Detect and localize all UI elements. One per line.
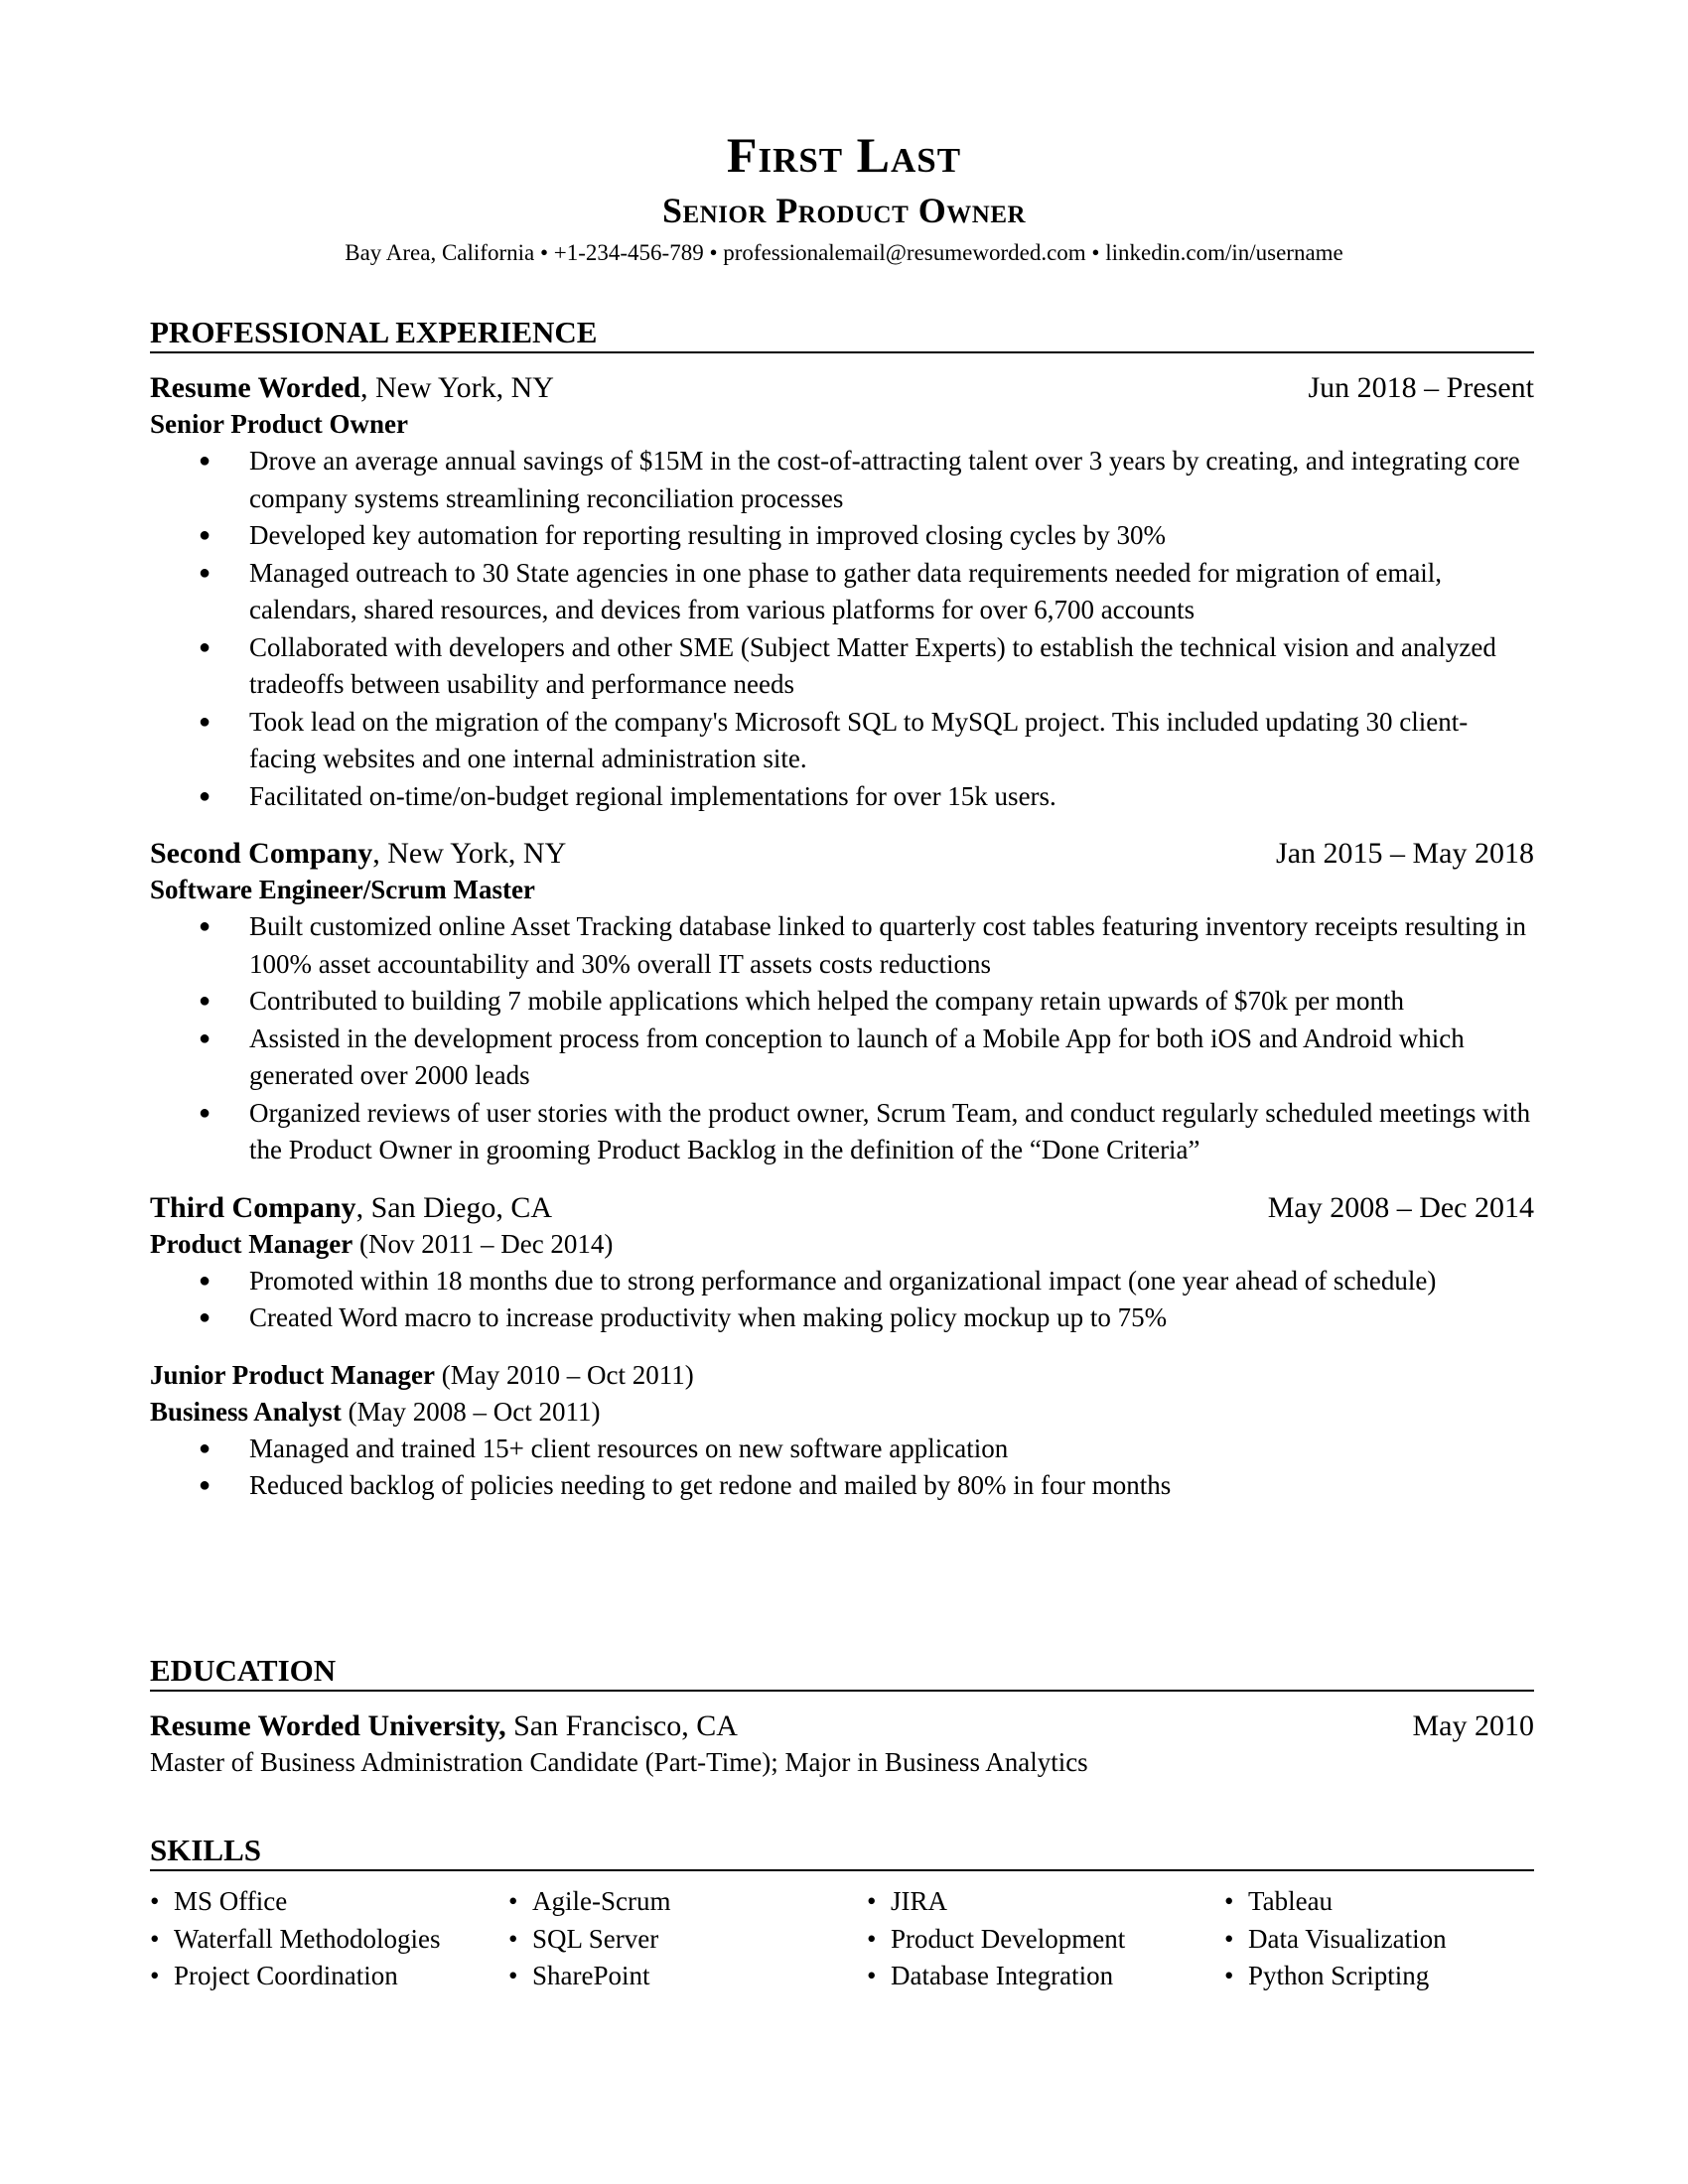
bullet-item: ● Managed outreach to 30 State agencies in one phase to gather data requirements needed for migration of email, calendars, shared resources, and devices from various platforms for over 6,700 accounts — [150, 555, 1534, 629]
job-header — [150, 835, 1534, 872]
job-entry — [150, 1189, 1534, 1505]
role-dates: (May 2010 – Oct 2011) — [435, 1359, 694, 1390]
section-heading-education: EDUCATION — [150, 1652, 1534, 1692]
job-role — [150, 1394, 1534, 1431]
skills-column — [150, 1883, 508, 1995]
bullet-item: ● Created Word macro to increase productivity when making policy mockup up to 75% — [150, 1299, 1534, 1337]
bullet-item: ● Facilitated on-time/on-budget regional implementations for over 15k users. — [150, 778, 1534, 816]
education-degree: Master of Business Administration Candidate (Part-Time); Major in Business Analytics — [150, 1747, 1088, 1777]
candidate-name: First Last — [726, 127, 962, 183]
section-heading-experience: PROFESSIONAL EXPERIENCE — [150, 314, 1534, 353]
role-dates: (May 2008 – Oct 2011) — [341, 1396, 601, 1427]
company-name: Resume Worded — [150, 371, 360, 404]
role-dates: (Nov 2011 – Dec 2014) — [352, 1228, 614, 1259]
contact-line: Bay Area, California • +1-234-456-789 • professionalemail@resumeworded.com • linkedin.com/in/username — [345, 240, 1343, 265]
bullet-item: ● Assisted in the development process from conception to launch of a Mobile App for both iOS and Android which generated over 2000 leads — [150, 1021, 1534, 1095]
job-dates: Jan 2015 – May 2018 — [1276, 837, 1534, 870]
bullet-item: ● Promoted within 18 months due to strong performance and organizational impact (one year ahead of schedule) — [150, 1263, 1534, 1300]
job-bullets — [150, 1263, 1534, 1337]
section-heading-skills: SKILLS — [150, 1832, 1534, 1871]
job-bullets — [150, 1431, 1534, 1505]
job-header — [150, 1189, 1534, 1226]
skills-grid — [150, 1883, 1534, 1995]
bullet-item: ● Managed and trained 15+ client resources on new software application — [150, 1431, 1534, 1468]
skill-item: • Waterfall Methodologies — [150, 1921, 508, 1959]
skill-item: • Project Coordination — [150, 1958, 508, 1995]
skill-item: • JIRA — [867, 1883, 1224, 1921]
skill-item: • Python Scripting — [1224, 1958, 1522, 1995]
experience-section — [150, 314, 1534, 1505]
education-section — [150, 1652, 1534, 1781]
skill-item: • MS Office — [150, 1883, 508, 1921]
bullet-item: ● Collaborated with developers and other SME (Subject Matter Experts) to establish the technical vision and analyzed tradeoffs between usability and performance needs — [150, 629, 1534, 704]
skill-item: • Data Visualization — [1224, 1921, 1522, 1959]
skill-item: • Database Integration — [867, 1958, 1224, 1995]
company-location: , New York, NY — [372, 837, 567, 870]
skill-item: • Product Development — [867, 1921, 1224, 1959]
role-title: Software Engineer/Scrum Master — [150, 875, 535, 904]
job-dates: Jun 2018 – Present — [1308, 371, 1534, 404]
job-entry — [150, 369, 1534, 815]
bullet-item: ● Drove an average annual savings of $15M in the cost-of-attracting talent over 3 years by creating, and integrating core company systems streamlining reconciliation processes — [150, 443, 1534, 517]
company-name: Third Company — [150, 1190, 356, 1224]
job-employer — [150, 1189, 552, 1226]
skill-item: • SQL Server — [508, 1921, 867, 1959]
skills-column — [508, 1883, 867, 1995]
job-bullets — [150, 908, 1534, 1169]
bullet-item: ● Contributed to building 7 mobile applications which helped the company retain upwards of $70k per month — [150, 983, 1534, 1021]
bullet-item: ● Took lead on the migration of the company's Microsoft SQL to MySQL project. This included updating 30 client-facing websites and one internal administration site. — [150, 704, 1534, 778]
skill-item: • Agile-Scrum — [508, 1883, 867, 1921]
education-date: May 2010 — [1412, 1709, 1534, 1742]
company-location: , San Diego, CA — [355, 1190, 553, 1224]
bullet-item: ● Built customized online Asset Tracking database linked to quarterly cost tables featuring inventory receipts resulting in 100% asset accountability and 30% overall IT assets costs reductions — [150, 908, 1534, 983]
role-title: Product Manager — [150, 1228, 353, 1259]
bullet-item: ● Developed key automation for reporting resulting in improved closing cycles by 30% — [150, 517, 1534, 555]
job-role — [150, 406, 1534, 443]
job-dates: May 2008 – Dec 2014 — [1267, 1190, 1534, 1224]
job-entry — [150, 835, 1534, 1169]
skills-section — [150, 1832, 1534, 1995]
job-bullets — [150, 443, 1534, 815]
candidate-title: Senior Product Owner — [661, 191, 1027, 230]
bullet-item: ● Organized reviews of user stories with the product owner, Scrum Team, and conduct regularly scheduled meetings with the Product Owner in grooming Product Backlog in the definition of the “Done Criteria” — [150, 1095, 1534, 1169]
school-location: San Francisco, CA — [505, 1709, 738, 1742]
role-title: Senior Product Owner — [150, 409, 408, 439]
education-school-line — [150, 1707, 738, 1744]
skills-column — [1224, 1883, 1522, 1995]
skill-item: • Tableau — [1224, 1883, 1522, 1921]
job-role — [150, 1226, 1534, 1263]
skills-column — [867, 1883, 1224, 1995]
company-name: Second Company — [150, 837, 373, 870]
job-employer — [150, 369, 554, 406]
skill-item: • SharePoint — [508, 1958, 867, 1995]
job-role — [150, 872, 1534, 908]
bullet-item: ● Reduced backlog of policies needing to get redone and mailed by 80% in four months — [150, 1467, 1534, 1505]
role-title: Junior Product Manager — [150, 1359, 435, 1390]
company-location: , New York, NY — [359, 371, 554, 404]
job-employer — [150, 835, 566, 872]
school-name: Resume Worded University, — [150, 1709, 506, 1742]
education-header — [150, 1707, 1534, 1744]
role-title: Business Analyst — [150, 1396, 342, 1427]
job-role — [150, 1357, 1534, 1394]
job-header — [150, 369, 1534, 406]
resume-header — [0, 124, 1688, 269]
